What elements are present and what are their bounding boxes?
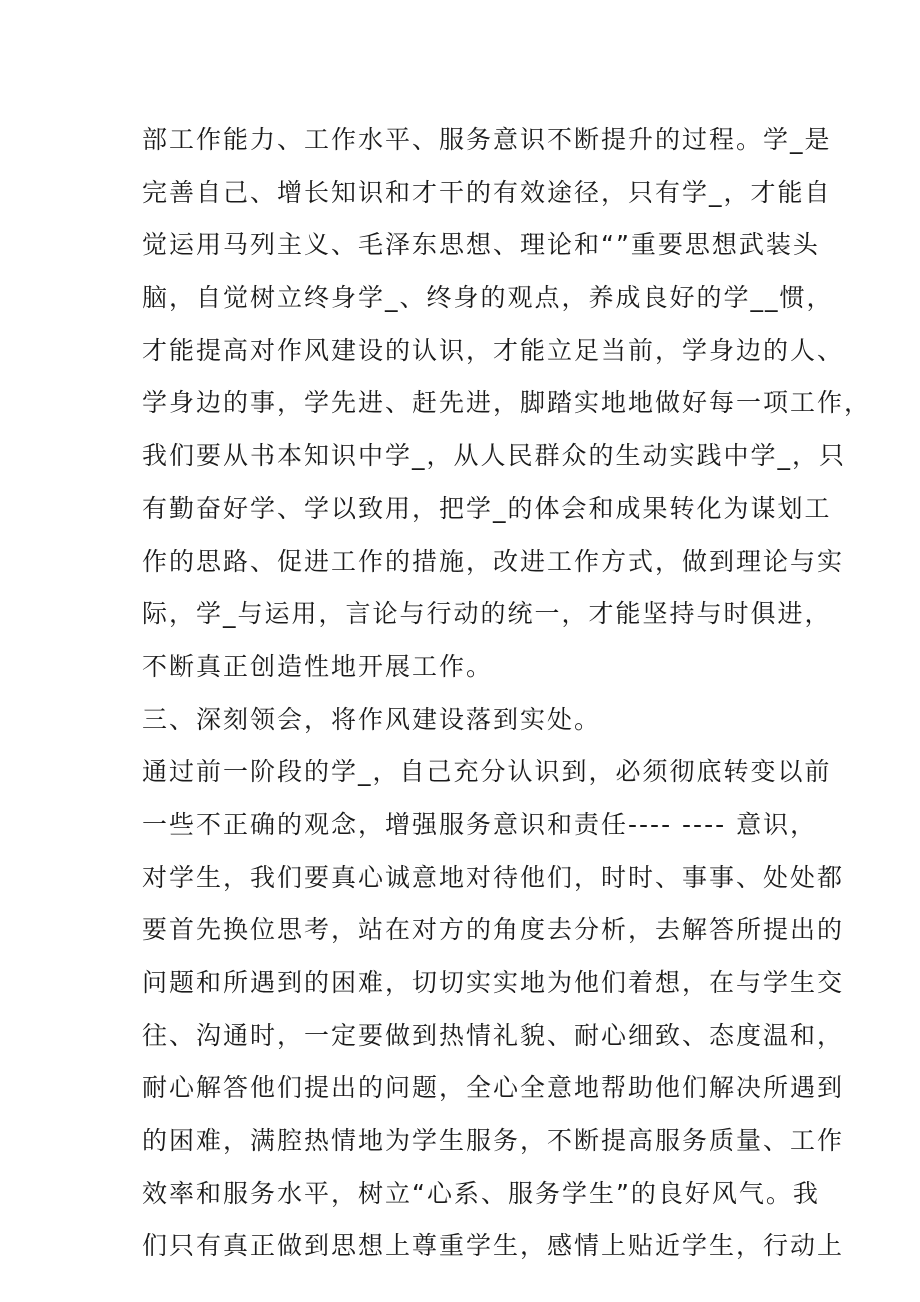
text-line: 我们要从书本知识中学_，从人民群众的生动实践中学_，只 — [142, 441, 847, 471]
text-line: 一些不正确的观念，增强服务意识和责任---- ---- 意识， — [142, 809, 818, 839]
text-line: 问题和所遇到的困难，切切实实地为他们着想，在与学生交 — [142, 968, 845, 997]
section-heading: 三、深刻领会，将作风建设落到实处。 — [142, 704, 602, 734]
text-line: 才能提高对作风建设的认识，才能立足当前，学身边的人、 — [142, 335, 845, 365]
text-line: 脑，自觉树立终身学_、终身的观点，养成良好的学__惯， — [142, 283, 834, 313]
text-line: 耐心解答他们提出的问题，全心全意地帮助他们解决所遇到 — [142, 1073, 845, 1103]
text-line: 的困难，满腔热情地为学生服务，不断提高服务质量、工作 — [142, 1126, 845, 1156]
text-line: 作的思路、促进工作的措施，改进工作方式，做到理论与实 — [142, 546, 845, 576]
text-line: 觉运用马列主义、毛泽东思想、理论和“”重要思想武装头 — [142, 230, 820, 260]
text-line: 通过前一阶段的学_，自己充分认识到，必须彻底转变以前 — [142, 757, 832, 787]
text-line: 完善自己、增长知识和才干的有效途径，只有学_，才能自 — [142, 177, 832, 207]
text-line: 学身边的事，学先进、赶先进，脚踏实地地做好每一项工作， — [142, 388, 872, 418]
text-line: 有勤奋好学、学以致用，把学_的体会和成果转化为谋划工 — [142, 493, 832, 523]
text-line: 效率和服务水平，树立“心系、服务学生”的良好风气。我 — [142, 1178, 820, 1208]
text-line: 往、沟通时，一定要做到热情礼貌、耐心细致、态度温和， — [142, 1020, 845, 1050]
text-line: 际，学_与运用，言论与行动的统一，才能坚持与时俱进， — [142, 599, 832, 629]
document-body — [142, 114, 872, 1273]
text-line: 部工作能力、工作水平、服务意识不断提升的过程。学_是 — [142, 125, 832, 154]
text-line: 不断真正创造性地开展工作。 — [142, 651, 494, 681]
text-line: 们只有真正做到思想上尊重学生，感情上贴近学生，行动上 — [142, 1231, 845, 1261]
text-line: 要首先换位思考，站在对方的角度去分析，去解答所提出的 — [142, 915, 845, 945]
text-line: 对学生，我们要真心诚意地对待他们，时时、事事、处处都 — [142, 862, 845, 892]
